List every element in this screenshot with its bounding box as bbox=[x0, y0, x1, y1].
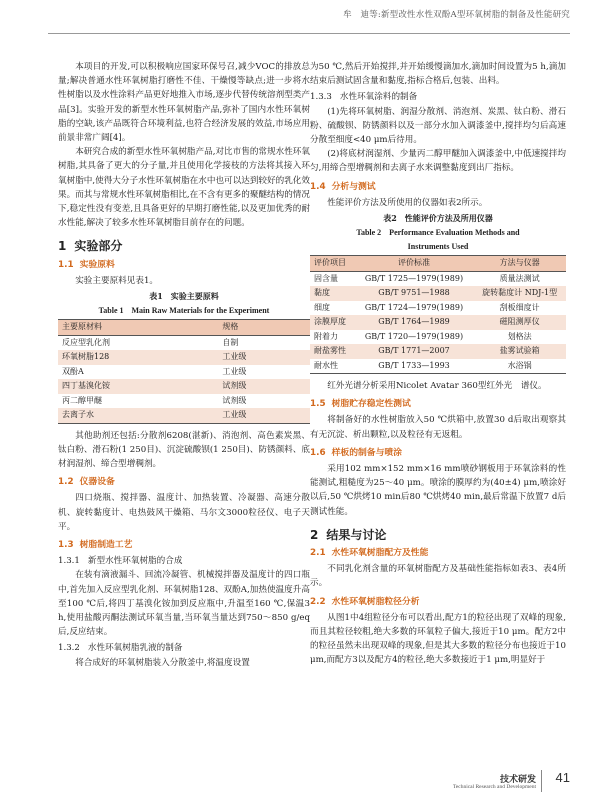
table-caption-en: Instruments Used bbox=[407, 242, 469, 252]
subsection-heading: 1.1 实验原料 bbox=[58, 259, 115, 270]
paragraph: (1)先将环氧树脂、润湿分散剂、消泡剂、炭黑、钛白粉、滑石粉、硫酸钡、防锈颜料以及一部分水加入调漆釜中,搅拌均匀后高速分散至细度<40 μm后待用。 bbox=[310, 106, 566, 146]
table-row: 细度 GB/T 1724—1979(1989) 刮板细度计 bbox=[314, 302, 540, 312]
table-row: 去离子水 工业级 bbox=[58, 408, 310, 423]
section-heading: 1 实验部分 bbox=[58, 239, 123, 254]
paragraph: 为50 ℃,然后开始搅拌,并开始缓慢滴加水,滴加时间设置为5 h,滴加结束后测试固含量和黏度,指标合格后,包装、出料。 bbox=[310, 62, 566, 87]
paragraph: 红外光谱分析采用Nicolet Avatar 360型红外光 谱仪。 bbox=[327, 381, 547, 392]
table-caption: 表1 实验主要原料 bbox=[149, 291, 219, 302]
subsection-heading: 1.3 树脂制造工艺 bbox=[58, 539, 133, 550]
page-number: 41 bbox=[555, 770, 570, 785]
materials-table bbox=[58, 319, 310, 424]
paragraph: 采用102 mm×152 mm×16 mm喷砂钢板用于环氧涂料的性能测试,粗糙度为25～40 μm。喷涂的膜厚约为(40±4) μm,喷涂好以后,50 ℃烘烤10 min后80 ℃烘烤40 min,最后常温下放置7 d后测试性能。 bbox=[310, 464, 566, 517]
paragraph: 本项目的开发,可以积极响应国家环保号召,减少VOC的排放总量;解决普通水性环氧树脂打磨性不佳、干燥慢等缺点;进一步将水性树脂以及水性涂料产品更好地推入市场,逐步代替传统溶剂型类产品[3]。实验开发的新型水性环氧树脂产品,弥补了国内水性环氧树脂的空缺,该产品既符合环境利益,也符合经济发展的效益,市场应用前景非常广阔[4]。 bbox=[58, 62, 310, 144]
subsection-heading: 1.5 树脂贮存稳定性测试 bbox=[310, 399, 411, 410]
header-rule bbox=[48, 33, 570, 34]
journal-section-en: Technical Research and Development bbox=[452, 784, 536, 790]
paragraph: 实验主要原料见表1。 bbox=[75, 275, 158, 286]
table-row: 耐盐雾性 GB/T 1771—2007 盐雾试验箱 bbox=[310, 344, 566, 359]
table-row: 反应型乳化剂 自制 bbox=[62, 337, 239, 347]
table-row: 环氧树脂128 工业级 bbox=[58, 350, 310, 365]
page-header bbox=[48, 0, 570, 34]
left-column bbox=[58, 60, 310, 670]
subsection-heading: 1.2 仪器设备 bbox=[58, 477, 115, 488]
paragraph: 其他助剂还包括:分散剂6208(湛新)、消泡剂、高色素炭黑、钛白粉、滑石粉(1 250目)、沉淀硫酸钡(1 250目)、防锈颜料、底材润湿剂、缔合型增稠剂。 bbox=[58, 430, 310, 469]
table-caption: 表2 性能评价方法及所用仪器 bbox=[383, 213, 493, 224]
table-header: 主要原材料 bbox=[58, 320, 218, 336]
table-row: 四丁基溴化铵 试剂级 bbox=[58, 379, 310, 394]
table-row: 双酚A 工业级 bbox=[62, 366, 247, 376]
section-heading: 2 结果与讨论 bbox=[310, 527, 387, 542]
table-header: 方法与仪器 bbox=[473, 256, 566, 272]
subsection-heading: 1.4 分析与测试 bbox=[310, 181, 376, 192]
table-row: 附着力 GB/T 1720—1979(1989) 划格法 bbox=[314, 331, 532, 341]
subsection-heading: 2.1 水性环氧树脂配方及性能 bbox=[310, 548, 429, 559]
running-title: 牟 迪等:新型改性水性双酚A型环氧树脂的制备及性能研究 bbox=[343, 10, 570, 20]
paragraph: 将制备好的水性树脂放入50 ℃烘箱中,放置30 d后取出观察其有无沉淀、析出颗粒,以及粒径有无返粗。 bbox=[310, 415, 566, 440]
paragraph: 性能评价方法及所使用的仪器如表2所示。 bbox=[327, 197, 488, 208]
paragraph: 从图1中4组粒径分布可以看出,配方1的粒径出现了双峰的现象,而且其粒径较粗,绝大多数的环氧粒子偏大,接近于10 μm。配方2中的粒径虽然未出现双峰的现象,但是其大多数的粒径分布也接近于10 μm,而配方3以及配方4的粒径,绝大多数接近于1 μm,明显好于 bbox=[310, 612, 566, 666]
paragraph: (2)将底材润湿剂、少量丙二醇甲醚加入调漆釜中,中低速搅拌均匀,用缔合型增稠剂和去离子水来调整黏度到出厂指标。 bbox=[310, 149, 566, 174]
sub-subsection-heading: 1.3.1 新型水性环氧树脂的合成 bbox=[58, 556, 183, 567]
table-caption-en: Table 2 Performance Evaluation Methods and bbox=[356, 228, 520, 238]
subsection-heading: 2.2 水性环氧树脂粒径分析 bbox=[310, 596, 420, 607]
table-caption-en: Table 1 Main Raw Materials for the Experiment bbox=[98, 306, 270, 316]
subsection-heading: 1.6 样板的制备与喷涂 bbox=[310, 447, 402, 458]
table-row: 黏度 GB/T 9751—1988 旋转黏度计 NDJ-1型 bbox=[310, 286, 566, 301]
table-row: 耐水性 GB/T 1733—1993 水浴锅 bbox=[310, 359, 566, 374]
journal-section: 技术研发 bbox=[499, 775, 536, 785]
table-row: 固含量 GB/T 1725—1979(1989) 质量法测试 bbox=[314, 273, 540, 283]
right-column bbox=[310, 60, 566, 668]
footer-divider bbox=[541, 770, 542, 792]
paragraph: 不同乳化剂含量的环氧树脂配方及基础性能指标如表3、表4所示。 bbox=[310, 564, 566, 589]
table-row: 涂膜厚度 GB/T 1764—1989 磁阻测厚仪 bbox=[310, 315, 566, 330]
table-header: 评价标准 bbox=[355, 256, 474, 272]
sub-subsection-heading: 1.3.3 水性环氧涂料的制备 bbox=[310, 92, 418, 103]
table-row: 丙二醇甲醚 试剂级 bbox=[62, 395, 247, 405]
paragraph: 将合成好的环氧树脂装入分散釜中,将温度设置 bbox=[75, 657, 250, 668]
paragraph: 四口烧瓶、搅拌器、温度计、加热装置、冷凝器、高速分散机、旋转黏度计、电热鼓风干燥箱、马尔文3000粒径仪、电子天平。 bbox=[58, 493, 310, 532]
table-header: 规格 bbox=[218, 320, 310, 336]
paragraph: 本研究合成的新型水性环氧树脂产品,对比市售的常规水性环氧树脂,其具备了更大的分子量,并且使用化学接枝的方法将其接入环氧树脂中,使得大分子水性环氧树脂在水中也可以达到较好的乳化效果。而其与常规水性环氧树脂相比,在不含有更多的聚醚结构的情况下,稳定性没有变差,且具备更好的早期打磨性能,以及更加优秀的耐水性能,解决了较多水性环氧树脂目前存在的问题。 bbox=[58, 147, 310, 229]
paragraph: 在装有滴液漏斗、回流冷凝管、机械搅拌器及温度计的四口瓶中,首先加入反应型乳化剂、环氧树脂128、双酚A,加热使温度升高至100 ℃后,将四丁基溴化铵加到反应瓶中,升温至160 ℃,保温3 h,使用盐酸丙酮法测试环氧当量,当环氧当量达到750～850 g/eq后,反应结束。 bbox=[58, 570, 310, 638]
table-header: 评价项目 bbox=[310, 256, 355, 272]
sub-subsection-heading: 1.3.2 水性环氧树脂乳液的制备 bbox=[58, 643, 183, 654]
evaluation-table bbox=[310, 255, 566, 374]
